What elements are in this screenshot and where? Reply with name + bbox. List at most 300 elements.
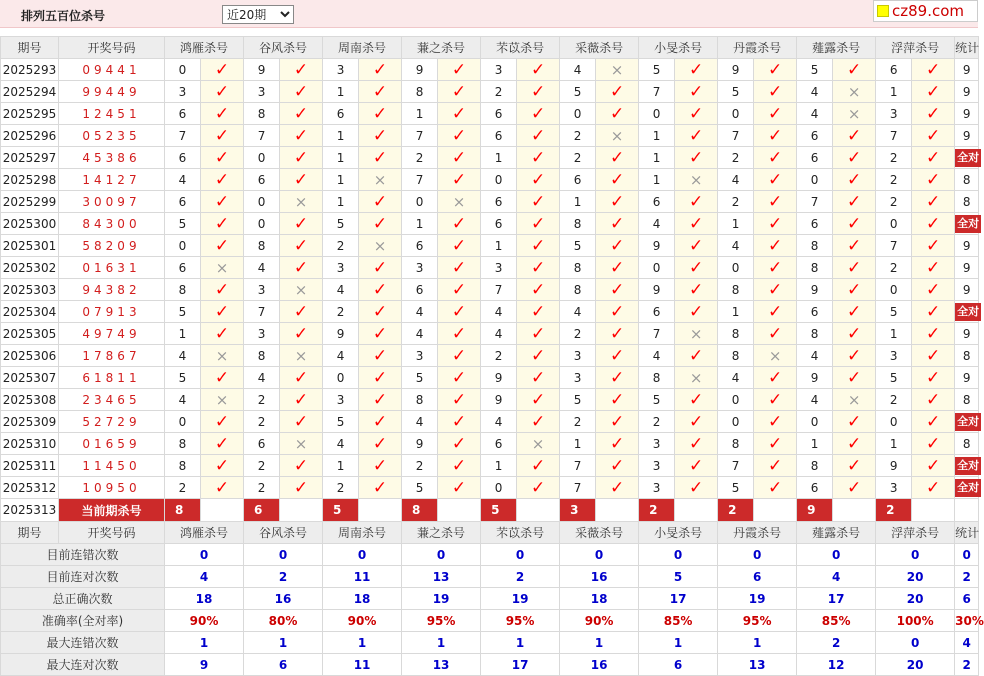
correct-mark-icon: ✓ xyxy=(675,59,718,81)
correct-mark-icon: ✓ xyxy=(675,125,718,147)
header-expert: 浮萍杀号 xyxy=(876,522,955,544)
kill-number-cell: 1 xyxy=(323,455,359,477)
kill-number-cell: 1 xyxy=(323,191,359,213)
header-expert: 浮萍杀号 xyxy=(876,37,955,59)
correct-mark-icon: ✓ xyxy=(754,477,797,499)
summary-value: 0 xyxy=(876,544,955,566)
kill-number-cell: 7 xyxy=(718,455,754,477)
summary-value: 0 xyxy=(718,544,797,566)
summary-label: 总正确次数 xyxy=(1,588,165,610)
correct-mark-icon: ✓ xyxy=(833,411,876,433)
wrong-mark-icon: × xyxy=(517,433,560,455)
kill-number-cell: 3 xyxy=(560,367,596,389)
table-row xyxy=(1,411,979,433)
kill-number-cell: 1 xyxy=(402,103,438,125)
correct-mark-icon: ✓ xyxy=(912,389,955,411)
table-row xyxy=(1,477,979,499)
kill-number-cell: 8 xyxy=(560,257,596,279)
kill-number-cell: 6 xyxy=(165,147,201,169)
header-expert: 采薇杀号 xyxy=(560,522,639,544)
stats-cell: 8 xyxy=(955,345,979,367)
correct-mark-icon: ✓ xyxy=(517,257,560,279)
kill-number-cell: 0 xyxy=(639,103,675,125)
summary-value: 90% xyxy=(323,610,402,632)
correct-mark-icon: ✓ xyxy=(833,191,876,213)
kill-number-cell: 5 xyxy=(560,235,596,257)
correct-mark-icon: ✓ xyxy=(675,213,718,235)
kill-number-cell: 4 xyxy=(244,367,280,389)
correct-mark-icon: ✓ xyxy=(201,125,244,147)
table-row xyxy=(1,213,979,235)
header-expert: 芣苡杀号 xyxy=(481,37,560,59)
current-kill-number: 9 xyxy=(797,499,832,521)
correct-mark-icon: ✓ xyxy=(596,81,639,103)
correct-mark-icon: ✓ xyxy=(675,235,718,257)
correct-mark-icon: ✓ xyxy=(359,257,402,279)
current-kill-blank xyxy=(912,499,955,522)
kill-number-cell: 6 xyxy=(797,147,833,169)
winning-number-cell: 30097 xyxy=(59,191,165,213)
kill-number-cell: 6 xyxy=(797,477,833,499)
kill-number-cell: 0 xyxy=(718,389,754,411)
summary-value: 17 xyxy=(797,588,876,610)
correct-mark-icon: ✓ xyxy=(201,213,244,235)
kill-number-cell: 8 xyxy=(560,279,596,301)
header-expert: 丹霞杀号 xyxy=(718,522,797,544)
kill-number-cell: 0 xyxy=(718,411,754,433)
kill-number-cell: 5 xyxy=(718,477,754,499)
kill-number-cell: 4 xyxy=(639,345,675,367)
correct-mark-icon: ✓ xyxy=(280,257,323,279)
correct-mark-icon: ✓ xyxy=(201,59,244,81)
kill-number-cell: 4 xyxy=(323,345,359,367)
period-cell: 2025296 xyxy=(1,125,59,147)
kill-number-cell: 8 xyxy=(402,389,438,411)
correct-mark-icon: ✓ xyxy=(596,433,639,455)
kill-number-cell: 3 xyxy=(244,279,280,301)
summary-value: 12 xyxy=(797,654,876,676)
correct-mark-icon: ✓ xyxy=(201,433,244,455)
summary-value: 1 xyxy=(481,632,560,654)
kill-number-cell: 0 xyxy=(639,257,675,279)
all-correct-badge-cell xyxy=(955,411,979,433)
correct-mark-icon: ✓ xyxy=(280,411,323,433)
correct-mark-icon: ✓ xyxy=(359,389,402,411)
current-kill-number: 8 xyxy=(402,499,437,521)
kill-number-cell: 4 xyxy=(402,301,438,323)
correct-mark-icon: ✓ xyxy=(833,345,876,367)
kill-number-cell: 9 xyxy=(797,279,833,301)
kill-number-cell: 4 xyxy=(244,257,280,279)
header-expert: 采薇杀号 xyxy=(560,37,639,59)
correct-mark-icon: ✓ xyxy=(201,323,244,345)
correct-mark-icon: ✓ xyxy=(517,125,560,147)
correct-mark-icon: ✓ xyxy=(280,367,323,389)
correct-mark-icon: ✓ xyxy=(912,235,955,257)
kill-number-cell: 8 xyxy=(718,345,754,367)
wrong-mark-icon: × xyxy=(280,191,323,213)
table-row xyxy=(1,433,979,455)
header-expert: 薤露杀号 xyxy=(797,37,876,59)
kill-number-cell: 3 xyxy=(560,345,596,367)
header-stats: 统计 xyxy=(955,37,979,59)
kill-number-cell: 4 xyxy=(797,81,833,103)
summary-stats-value: 2 xyxy=(955,654,979,676)
kill-number-cell: 7 xyxy=(876,125,912,147)
kill-number-cell: 9 xyxy=(402,59,438,81)
period-cell: 2025310 xyxy=(1,433,59,455)
correct-mark-icon: ✓ xyxy=(754,125,797,147)
current-kill-blank xyxy=(517,499,560,522)
kill-number-cell: 1 xyxy=(165,323,201,345)
winning-number-cell: 12451 xyxy=(59,103,165,125)
correct-mark-icon: ✓ xyxy=(438,257,481,279)
wrong-mark-icon: × xyxy=(280,279,323,301)
kill-number-cell: 5 xyxy=(718,81,754,103)
correct-mark-icon: ✓ xyxy=(201,147,244,169)
kill-number-cell: 1 xyxy=(797,433,833,455)
all-correct-badge: 全对 xyxy=(955,479,981,497)
current-kill-blank xyxy=(833,499,876,522)
correct-mark-icon: ✓ xyxy=(833,257,876,279)
current-kill-blank xyxy=(438,499,481,522)
correct-mark-icon: ✓ xyxy=(517,81,560,103)
current-kill-cell xyxy=(165,499,201,522)
kill-number-cell: 4 xyxy=(797,103,833,125)
kill-number-cell: 7 xyxy=(244,301,280,323)
summary-value: 18 xyxy=(165,588,244,610)
kill-number-cell: 4 xyxy=(323,433,359,455)
correct-mark-icon: ✓ xyxy=(280,169,323,191)
correct-mark-icon: ✓ xyxy=(280,213,323,235)
current-kill-number: 6 xyxy=(244,499,279,521)
current-kill-number: 2 xyxy=(718,499,753,521)
period-select[interactable] xyxy=(222,5,294,24)
kill-number-cell: 2 xyxy=(560,323,596,345)
kill-number-cell: 7 xyxy=(797,191,833,213)
table-row xyxy=(1,191,979,213)
kill-number-cell: 6 xyxy=(481,213,517,235)
kill-number-cell: 7 xyxy=(165,125,201,147)
winning-number-cell: 61811 xyxy=(59,367,165,389)
current-stats-blank xyxy=(955,499,979,522)
kill-number-cell: 3 xyxy=(323,59,359,81)
correct-mark-icon: ✓ xyxy=(438,81,481,103)
current-kill-number: 8 xyxy=(165,499,200,521)
all-correct-badge: 全对 xyxy=(955,457,981,475)
stats-cell: 9 xyxy=(955,235,979,257)
kill-number-cell: 5 xyxy=(323,213,359,235)
wrong-mark-icon: × xyxy=(833,81,876,103)
kill-number-cell: 4 xyxy=(481,301,517,323)
period-cell: 2025311 xyxy=(1,455,59,477)
correct-mark-icon: ✓ xyxy=(912,81,955,103)
winning-number-cell: 01659 xyxy=(59,433,165,455)
period-cell: 2025299 xyxy=(1,191,59,213)
kill-number-cell: 2 xyxy=(876,257,912,279)
header-expert: 谷风杀号 xyxy=(244,37,323,59)
header-expert: 薤露杀号 xyxy=(797,522,876,544)
kill-number-cell: 2 xyxy=(876,147,912,169)
correct-mark-icon: ✓ xyxy=(517,279,560,301)
kill-number-cell: 5 xyxy=(560,81,596,103)
table-row xyxy=(1,301,979,323)
current-kill-number: 2 xyxy=(876,499,911,521)
correct-mark-icon: ✓ xyxy=(438,323,481,345)
correct-mark-icon: ✓ xyxy=(280,389,323,411)
kill-number-cell: 3 xyxy=(323,389,359,411)
top-bar xyxy=(0,0,978,28)
stats-cell: 8 xyxy=(955,191,979,213)
kill-number-cell: 0 xyxy=(481,169,517,191)
kill-number-cell: 6 xyxy=(797,301,833,323)
kill-number-cell: 8 xyxy=(718,323,754,345)
stats-cell: 9 xyxy=(955,103,979,125)
table-row xyxy=(1,389,979,411)
correct-mark-icon: ✓ xyxy=(754,191,797,213)
correct-mark-icon: ✓ xyxy=(359,367,402,389)
kill-number-cell: 2 xyxy=(876,389,912,411)
wrong-mark-icon: × xyxy=(359,169,402,191)
kill-number-cell: 4 xyxy=(560,301,596,323)
kill-number-cell: 5 xyxy=(402,367,438,389)
kill-number-cell: 1 xyxy=(402,213,438,235)
kill-number-cell: 7 xyxy=(560,455,596,477)
header-number: 开奖号码 xyxy=(59,37,165,59)
kill-number-cell: 1 xyxy=(639,125,675,147)
period-cell: 2025300 xyxy=(1,213,59,235)
header-expert: 蒹之杀号 xyxy=(402,522,481,544)
correct-mark-icon: ✓ xyxy=(912,125,955,147)
kill-number-cell: 0 xyxy=(797,169,833,191)
correct-mark-icon: ✓ xyxy=(596,147,639,169)
correct-mark-icon: ✓ xyxy=(754,323,797,345)
period-cell: 2025309 xyxy=(1,411,59,433)
kill-number-cell: 4 xyxy=(639,213,675,235)
table-header-row xyxy=(1,37,979,59)
correct-mark-icon: ✓ xyxy=(833,125,876,147)
summary-label: 准确率(全对率) xyxy=(1,610,165,632)
correct-mark-icon: ✓ xyxy=(359,81,402,103)
wrong-mark-icon: × xyxy=(675,323,718,345)
wrong-mark-icon: × xyxy=(754,345,797,367)
correct-mark-icon: ✓ xyxy=(280,103,323,125)
summary-value: 95% xyxy=(718,610,797,632)
summary-value: 95% xyxy=(402,610,481,632)
kill-number-cell: 2 xyxy=(876,191,912,213)
kill-number-cell: 3 xyxy=(876,345,912,367)
kill-number-cell: 4 xyxy=(165,169,201,191)
summary-value: 0 xyxy=(639,544,718,566)
all-correct-badge-cell xyxy=(955,147,979,169)
kill-number-cell: 4 xyxy=(323,279,359,301)
all-correct-badge-cell xyxy=(955,455,979,477)
winning-number-cell: 99449 xyxy=(59,81,165,103)
kill-number-cell: 2 xyxy=(244,411,280,433)
page-title: 排列五百位杀号 xyxy=(21,9,106,23)
correct-mark-icon: ✓ xyxy=(201,455,244,477)
kill-number-cell: 1 xyxy=(323,81,359,103)
kill-number-cell: 9 xyxy=(323,323,359,345)
kill-number-cell: 0 xyxy=(560,103,596,125)
stats-cell: 8 xyxy=(955,389,979,411)
correct-mark-icon: ✓ xyxy=(201,81,244,103)
kill-number-cell: 2 xyxy=(323,235,359,257)
summary-value: 90% xyxy=(165,610,244,632)
current-kill-cell xyxy=(876,499,912,522)
kill-number-cell: 8 xyxy=(639,367,675,389)
current-kill-blank xyxy=(754,499,797,522)
summary-value: 5 xyxy=(639,566,718,588)
wrong-mark-icon: × xyxy=(675,367,718,389)
correct-mark-icon: ✓ xyxy=(675,389,718,411)
kill-number-cell: 1 xyxy=(876,323,912,345)
summary-value: 1 xyxy=(639,632,718,654)
correct-mark-icon: ✓ xyxy=(912,147,955,169)
kill-number-cell: 3 xyxy=(244,81,280,103)
correct-mark-icon: ✓ xyxy=(754,455,797,477)
table-row xyxy=(1,235,979,257)
kill-number-cell: 2 xyxy=(639,411,675,433)
period-cell: 2025295 xyxy=(1,103,59,125)
period-cell: 2025298 xyxy=(1,169,59,191)
correct-mark-icon: ✓ xyxy=(280,477,323,499)
summary-value: 1 xyxy=(560,632,639,654)
summary-value: 18 xyxy=(323,588,402,610)
summary-value: 90% xyxy=(560,610,639,632)
kill-number-cell: 1 xyxy=(718,213,754,235)
kill-number-cell: 7 xyxy=(481,279,517,301)
correct-mark-icon: ✓ xyxy=(359,455,402,477)
correct-mark-icon: ✓ xyxy=(280,301,323,323)
correct-mark-icon: ✓ xyxy=(517,191,560,213)
kill-number-cell: 0 xyxy=(165,59,201,81)
table-row xyxy=(1,257,979,279)
correct-mark-icon: ✓ xyxy=(280,125,323,147)
correct-mark-icon: ✓ xyxy=(438,345,481,367)
correct-mark-icon: ✓ xyxy=(754,213,797,235)
all-correct-badge: 全对 xyxy=(955,215,981,233)
wrong-mark-icon: × xyxy=(201,345,244,367)
kill-number-cell: 3 xyxy=(876,477,912,499)
kill-number-cell: 3 xyxy=(244,323,280,345)
summary-value: 13 xyxy=(402,566,481,588)
kill-number-cell: 1 xyxy=(323,169,359,191)
summary-value: 6 xyxy=(718,566,797,588)
current-kill-cell xyxy=(639,499,675,522)
kill-number-cell: 3 xyxy=(639,455,675,477)
correct-mark-icon: ✓ xyxy=(438,433,481,455)
summary-value: 0 xyxy=(797,544,876,566)
wrong-mark-icon: × xyxy=(675,169,718,191)
correct-mark-icon: ✓ xyxy=(675,147,718,169)
kill-number-cell: 9 xyxy=(481,389,517,411)
correct-mark-icon: ✓ xyxy=(596,323,639,345)
correct-mark-icon: ✓ xyxy=(833,433,876,455)
kill-number-cell: 2 xyxy=(165,477,201,499)
kill-number-cell: 3 xyxy=(481,257,517,279)
current-period-cell: 2025313 xyxy=(1,499,59,522)
kill-number-cell: 0 xyxy=(718,257,754,279)
table-row xyxy=(1,323,979,345)
current-kill-cell xyxy=(323,499,359,522)
correct-mark-icon: ✓ xyxy=(833,477,876,499)
kill-number-cell: 9 xyxy=(402,433,438,455)
summary-value: 2 xyxy=(244,566,323,588)
correct-mark-icon: ✓ xyxy=(359,59,402,81)
kill-number-cell: 8 xyxy=(244,103,280,125)
correct-mark-icon: ✓ xyxy=(912,257,955,279)
current-kill-cell xyxy=(797,499,833,522)
kill-number-cell: 3 xyxy=(876,103,912,125)
kill-number-cell: 8 xyxy=(797,235,833,257)
kill-number-cell: 6 xyxy=(244,433,280,455)
header-expert: 鸿雁杀号 xyxy=(165,522,244,544)
table-row xyxy=(1,59,979,81)
correct-mark-icon: ✓ xyxy=(675,103,718,125)
current-kill-blank xyxy=(280,499,323,522)
correct-mark-icon: ✓ xyxy=(517,147,560,169)
correct-mark-icon: ✓ xyxy=(438,279,481,301)
kill-number-cell: 4 xyxy=(165,345,201,367)
summary-row xyxy=(1,566,979,588)
kill-number-cell: 5 xyxy=(639,389,675,411)
kill-number-cell: 1 xyxy=(718,301,754,323)
header-expert: 丹霞杀号 xyxy=(718,37,797,59)
summary-value: 9 xyxy=(165,654,244,676)
summary-value: 13 xyxy=(718,654,797,676)
winning-number-cell: 52729 xyxy=(59,411,165,433)
table-footer-header-row xyxy=(1,522,979,544)
kill-number-cell: 0 xyxy=(402,191,438,213)
table-row xyxy=(1,345,979,367)
correct-mark-icon: ✓ xyxy=(201,301,244,323)
kill-number-cell: 5 xyxy=(165,367,201,389)
kill-number-cell: 6 xyxy=(876,59,912,81)
kill-number-cell: 0 xyxy=(876,279,912,301)
kill-number-cell: 2 xyxy=(244,477,280,499)
correct-mark-icon: ✓ xyxy=(359,433,402,455)
correct-mark-icon: ✓ xyxy=(754,279,797,301)
correct-mark-icon: ✓ xyxy=(517,367,560,389)
kill-number-table xyxy=(0,36,984,676)
correct-mark-icon: ✓ xyxy=(517,345,560,367)
kill-number-cell: 9 xyxy=(639,235,675,257)
brand-text: cz89.com xyxy=(892,2,965,20)
kill-number-cell: 6 xyxy=(481,103,517,125)
correct-mark-icon: ✓ xyxy=(517,301,560,323)
summary-value: 80% xyxy=(244,610,323,632)
correct-mark-icon: ✓ xyxy=(596,103,639,125)
current-kill-cell xyxy=(481,499,517,522)
summary-value: 1 xyxy=(165,632,244,654)
correct-mark-icon: ✓ xyxy=(912,169,955,191)
kill-number-cell: 8 xyxy=(560,213,596,235)
kill-number-cell: 0 xyxy=(797,411,833,433)
summary-value: 85% xyxy=(639,610,718,632)
winning-number-cell: 10950 xyxy=(59,477,165,499)
kill-number-cell: 4 xyxy=(165,389,201,411)
kill-number-cell: 8 xyxy=(718,279,754,301)
correct-mark-icon: ✓ xyxy=(438,213,481,235)
correct-mark-icon: ✓ xyxy=(596,213,639,235)
kill-number-cell: 5 xyxy=(639,59,675,81)
period-cell: 2025312 xyxy=(1,477,59,499)
table-row xyxy=(1,103,979,125)
correct-mark-icon: ✓ xyxy=(675,81,718,103)
summary-value: 85% xyxy=(797,610,876,632)
kill-number-cell: 6 xyxy=(639,301,675,323)
